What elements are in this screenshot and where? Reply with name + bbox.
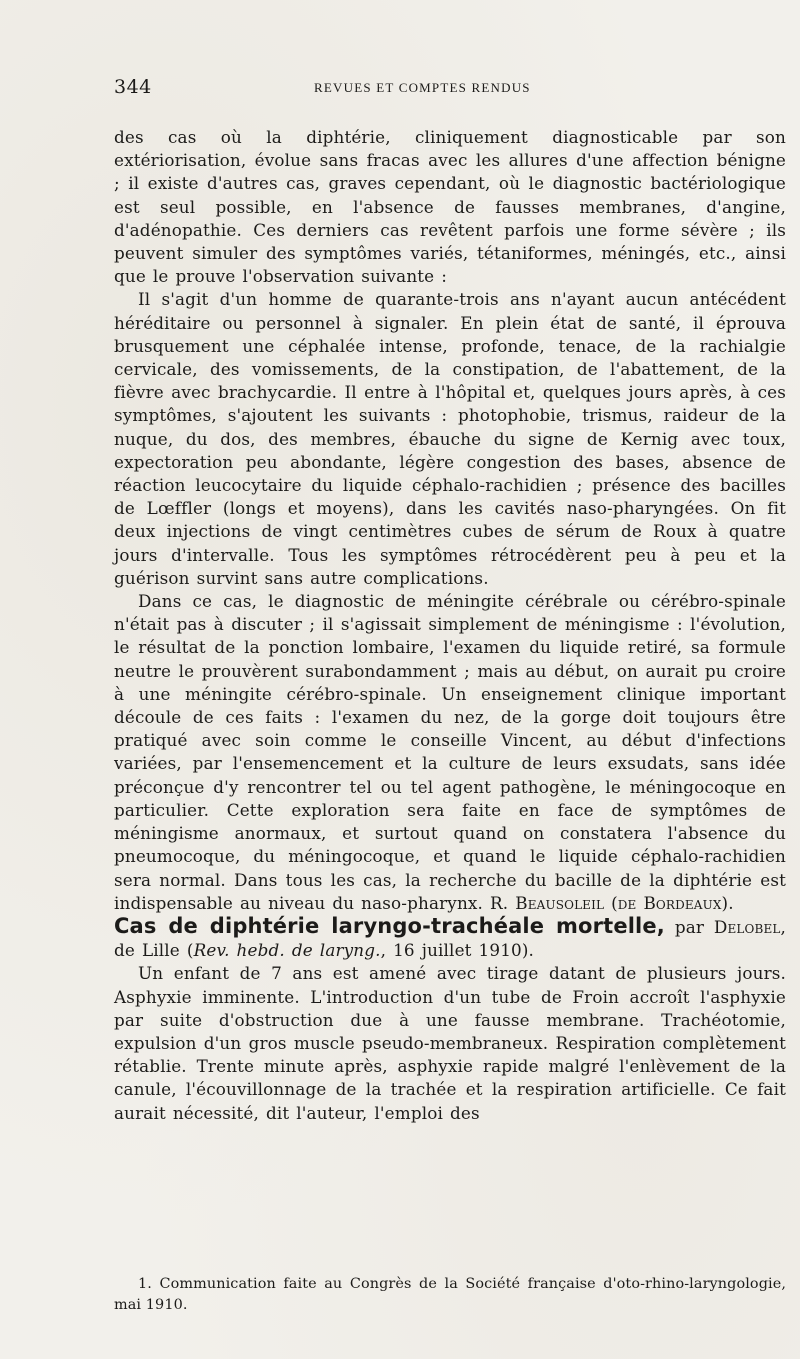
paragraph-discussion: [114, 590, 786, 915]
footnote: 1. Communication faite au Congrès de la Société française d'oto-rhino-laryngologie, mai 1910.: [114, 1276, 786, 1313]
page-header: [114, 76, 786, 100]
running-head: REVUES ET COMPTES RENDUS: [314, 80, 531, 95]
author-signature: R. Beausoleil (de Bordeaux).: [489, 892, 734, 913]
paragraph-case-report: Il s'agit d'un homme de quarante-trois ans n'ayant aucun antécédent héréditaire ou personnel à signaler. En plein état de santé, il éprouva brusquement une céphalée intense, profonde, tenace, de la rachialgie cervicale, des vomissements, de la constipation, de l'abattement, de la fièvre avec brachycardie. Il entre à l'hôpital et, quelques jours après, à ces symptômes, s'ajoutent les suivants : photophobie, trismus, raideur de la nuque, du dos, des membres, ébauche du signe de Kernig avec toux, expectoration peu abondante, légère congestion des bases, absence de réaction leucocytaire du liquide céphalo-rachidien ; présence des bacilles de Lœffler (longs et moyens), dans les cavités naso-pharyngées. On fit deux injections de vingt centimètres cubes de sérum de Roux à quatre jours d'intervalle. Tous les symptômes rétrocédèrent peu à peu et la guérison survint sans autre complications.: [114, 289, 786, 588]
article-journal: Rev. hebd. de laryng.: [193, 940, 381, 961]
paragraph-case-child: Un enfant de 7 ans est amené avec tirage datant de plusieurs jours. Asphyxie imminente. L'introduction d'un tube de Froin accroît l'asphyxie par suite d'obstruction due à une fausse membrane. Trachéotomie, expulsion d'un gros muscle pseudo-membraneux. Respiration complètement rétablie. Trente minute après, asphyxie rapide malgré l'enlèvement de la canule, l'écouvillonnage de la trachée et la respiration artificielle. Ce fait aurait nécessité, dit l'auteur, l'emploi des: [114, 963, 786, 1123]
main-text: [114, 126, 786, 1125]
discussion-text: Dans ce cas, le diagnostic de méningite cérébrale ou cérébro-spinale n'était pas à discuter ; il s'agissait simplement de méningisme : l'évolution, le résultat de la ponction lombaire, l'examen du liquide retiré, sa formule neutre le prouvèrent surabondamment ; mais au début, on aurait pu croire à une méningite cérébro-spinale. Un enseignement clinique important découle de ces faits : l'examen du nez, de la gorge doit toujours être pratiqué avec soin comme le conseille Vincent, au début d'infections variées, par l'ensemencement et la culture de leurs exsudats, sans idée préconçue d'y rencontrer tel ou tel agent pathogène, le méningocoque en particulier. Cette exploration sera faite en face de symptômes de méningisme anormaux, et surtout quand on constatera l'absence du pneumocoque, du méningocoque, et quand le liquide céphalo-rachidien sera normal. Dans tous les cas, la recherche du bacille de la diphtérie est indispensable au niveau du naso-pharynx.: [114, 591, 786, 913]
article-date: , 16 juillet 1910).: [380, 940, 535, 961]
page-number: 344: [114, 76, 152, 98]
article-origin: , de Lille (: [114, 916, 787, 961]
article-by: par: [674, 916, 705, 937]
article-title: Cas de diphtérie laryngo-trachéale mortelle,: [114, 913, 665, 938]
paragraph-continuation: des cas où la diphtérie, cliniquement diagnosticable par son extériorisation, évolue sans fracas avec les allures d'une affection bénigne ; il existe d'autres cas, graves cependant, où le diagnostic bactériologique est seul possible, en l'absence de fausses membranes, d'angine, d'adénopathie. Ces derniers cas revêtent parfois une forme sévère ; ils peuvent simuler des symptômes variés, tétaniformes, méningés, etc., ainsi que le prouve l'observation suivante :: [114, 127, 786, 287]
article-author: Delobel: [713, 916, 781, 937]
article-heading: [114, 915, 786, 962]
